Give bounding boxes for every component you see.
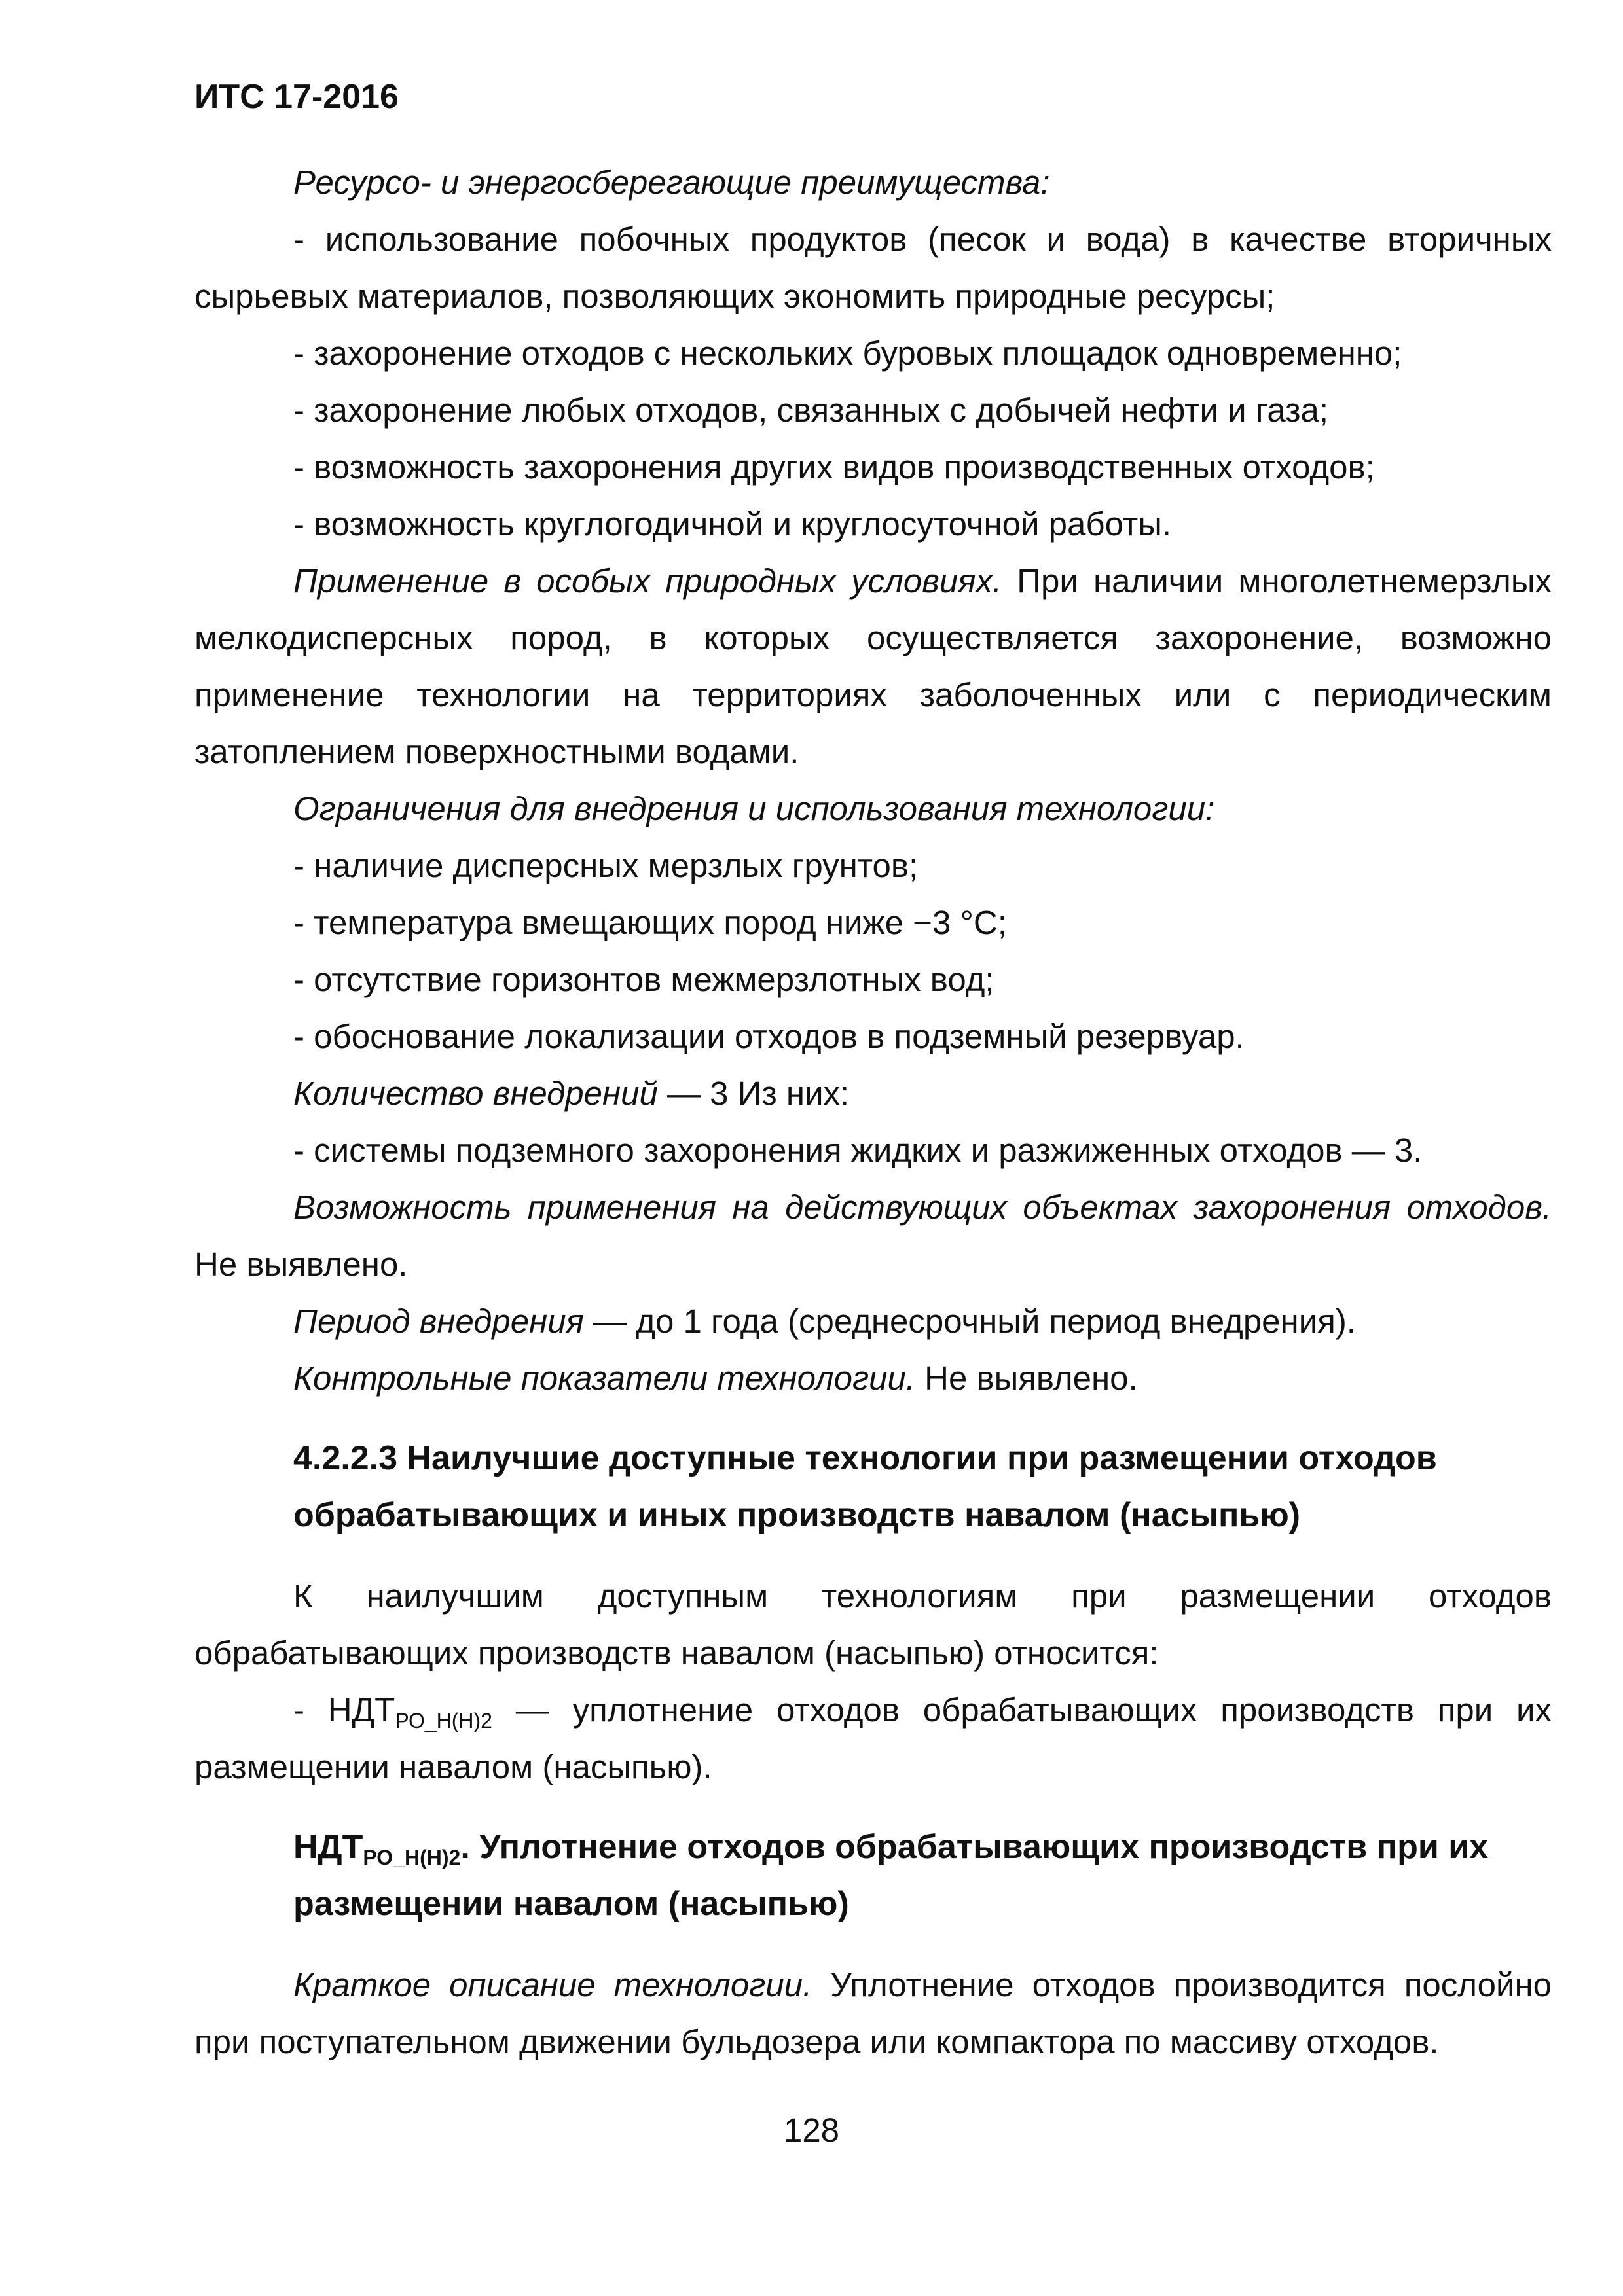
- list-item: - отсутствие горизонтов межмерзлотных вод;: [293, 961, 994, 998]
- paragraph: [194, 1350, 1552, 1407]
- italic-label: Ограничения для внедрения и использования технологии:: [293, 790, 1215, 827]
- paragraph-text: Не выявлено.: [194, 1246, 408, 1283]
- paragraph: [194, 1293, 1552, 1350]
- list-item: - обоснование локализации отходов в подземный резервуар.: [293, 1018, 1245, 1055]
- italic-label: Применение в особых природных условиях.: [293, 562, 1002, 600]
- list-item: - захоронение отходов с нескольких буровых площадок одновременно;: [293, 334, 1402, 372]
- paragraph-text: — уплотнение отходов обрабатывающих производств при их размещении навалом (насыпью).: [194, 1691, 1552, 1785]
- page-number: 128: [783, 2111, 840, 2149]
- list-item: - возможность круглогодичной и круглосуточной работы.: [293, 505, 1172, 543]
- italic-label: Контрольные показатели технологии.: [293, 1359, 915, 1397]
- list-item: - температура вмещающих пород ниже −3 °С;: [293, 904, 1007, 941]
- italic-label: Краткое описание технологии.: [293, 1966, 812, 2003]
- paragraph: [194, 1956, 1552, 2070]
- paragraph: [194, 552, 1552, 780]
- paragraph-text: Не выявлено.: [915, 1359, 1138, 1397]
- bat-heading-subscript: РО_Н(Н)2: [363, 1846, 461, 1869]
- list-item: - захоронение любых отходов, связанных с добычей нефти и газа;: [293, 391, 1329, 429]
- bat-heading-prefix: НДТ: [293, 1828, 363, 1866]
- bat-heading-text: . Уплотнение отходов обрабатывающих производств при их размещении навалом (насыпью): [293, 1828, 1489, 1923]
- italic-label: Количество внедрений: [293, 1075, 658, 1112]
- bat-heading: [194, 1819, 1552, 1933]
- bat-prefix: - НДТ: [293, 1691, 395, 1729]
- paragraph: [194, 1065, 1552, 1122]
- document-code-header: ИТС 17-2016: [194, 78, 399, 116]
- bat-subscript: РО_Н(Н)2: [395, 1709, 492, 1732]
- section-heading: 4.2.2.3 Наилучшие доступные технологии при размещении отходов обрабатывающих и иных производств навалом (насыпью): [293, 1439, 1437, 1534]
- list-item: - системы подземного захоронения жидких и разжиженных отходов — 3.: [293, 1132, 1423, 1169]
- italic-label: Ресурсо- и энергосберегающие преимущества:: [293, 164, 1050, 201]
- list-item: [194, 1681, 1552, 1795]
- paragraph-text: Уплотнение отходов производится послойно при поступательном движении бульдозера или компактора по массиву отходов.: [194, 1966, 1552, 2060]
- paragraph: К наилучшим доступным технологиям при размещении отходов обрабатывающих производств навалом (насыпью) относится:: [194, 1577, 1552, 1672]
- paragraph-text: — 3 Из них:: [657, 1075, 850, 1112]
- paragraph-text: При наличии многолетнемерзлых мелкодисперсных пород, в которых осуществляется захоронение, возможно применение технологии на территориях заболоченных или с периодическим затоплением поверхностными водами.: [194, 562, 1552, 770]
- paragraph: [194, 1179, 1552, 1293]
- italic-label: Период внедрения: [293, 1302, 584, 1340]
- list-item: - использование побочных продуктов (песок и вода) в качестве вторичных сырьевых материалов, позволяющих экономить природные ресурсы;: [194, 221, 1552, 315]
- italic-label: Возможность применения на действующих объектах захоронения отходов.: [293, 1189, 1552, 1226]
- document-body: [194, 154, 1552, 2070]
- list-item: - возможность захоронения других видов производственных отходов;: [293, 448, 1375, 486]
- paragraph: [194, 154, 1552, 211]
- paragraph: [194, 780, 1552, 837]
- list-item: - наличие дисперсных мерзлых грунтов;: [293, 847, 919, 884]
- paragraph-text: — до 1 года (среднесрочный период внедрения).: [583, 1302, 1356, 1340]
